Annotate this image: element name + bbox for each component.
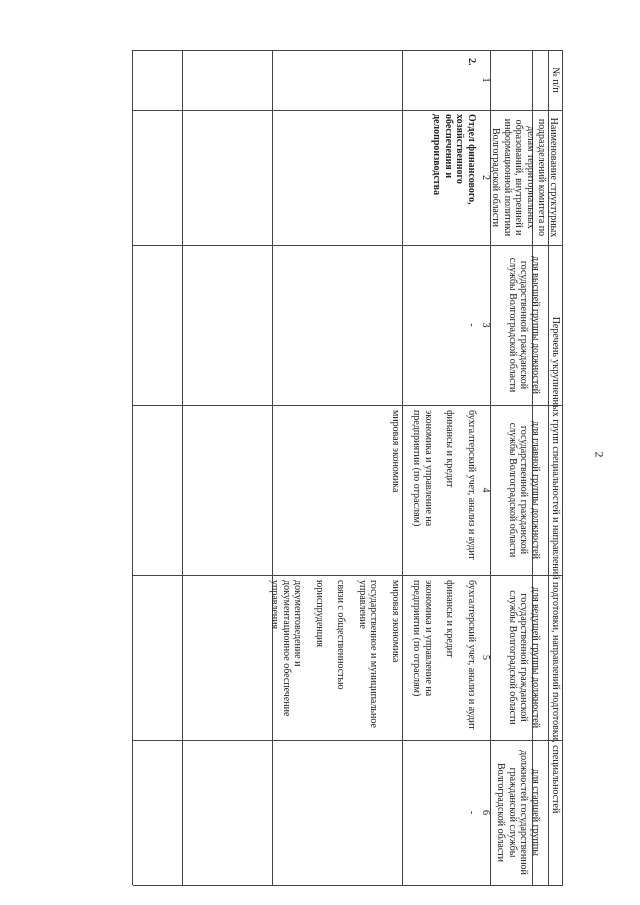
row-col3-value: - [466, 323, 477, 327]
row-col6-value: - [466, 810, 477, 815]
header-col2: Наименование структурных подразделений комитета по делам территориальных образований, внутренней и информационной политики Волгоградской области [490, 117, 559, 238]
list-item: финансы и кредит [444, 410, 456, 488]
list-item: мировая экономика [390, 580, 401, 663]
header-group-title: Перечень укрупненных групп специальностей и направлений подготовки, направлений подготовки, специальностей [550, 316, 561, 814]
list-item: экономика и управление на предприятии (по отраслям) [411, 410, 434, 527]
list-item: финансы и кредит [444, 580, 456, 658]
row-department-name: Отдел финансового, хозяйственного обеспечения и делопроизводства [431, 114, 477, 205]
header-col1: № п/п [550, 67, 561, 93]
list-item: документоведение и документационное обеспечение управления [269, 580, 304, 717]
list-item: мировая экономика [390, 410, 401, 493]
row-col4-list [380, 410, 478, 570]
col-number-3: 3 [480, 322, 491, 328]
col-number-1: 1 [480, 77, 491, 83]
list-item: связи с общественностью [335, 580, 347, 690]
list-item: юриспруденция [314, 580, 325, 648]
list-item: бухгалтерский учет, анализ и аудит [466, 410, 477, 560]
row-number: 2. [466, 58, 477, 66]
page-number: 2 [592, 451, 607, 458]
header-col5: для ведущей группы должностей государственной гражданской службы Волгоградской области [507, 586, 541, 729]
col-number-5: 5 [480, 655, 491, 660]
col-number-4: 4 [480, 487, 491, 493]
header-col4: для главной группы должностей государственной гражданской службы Волгоградской области [507, 420, 541, 560]
rotated-table [133, 50, 563, 885]
col-number-6: 6 [480, 810, 491, 815]
list-item: государственное и муниципальное управление [357, 580, 380, 728]
list-item: экономика и управление на предприятии (по отраслям) [411, 580, 434, 697]
header-col6: для старшей группы должностей государственной гражданской службы Волгоградской области [495, 750, 541, 875]
row-col5-list [259, 580, 477, 735]
header-col3: для высшей группы должностей государственной гражданской службы Волгоградской области [507, 256, 541, 394]
col-number-2: 2 [480, 175, 491, 180]
list-item: бухгалтерский учет, анализ и аудит [466, 580, 477, 730]
